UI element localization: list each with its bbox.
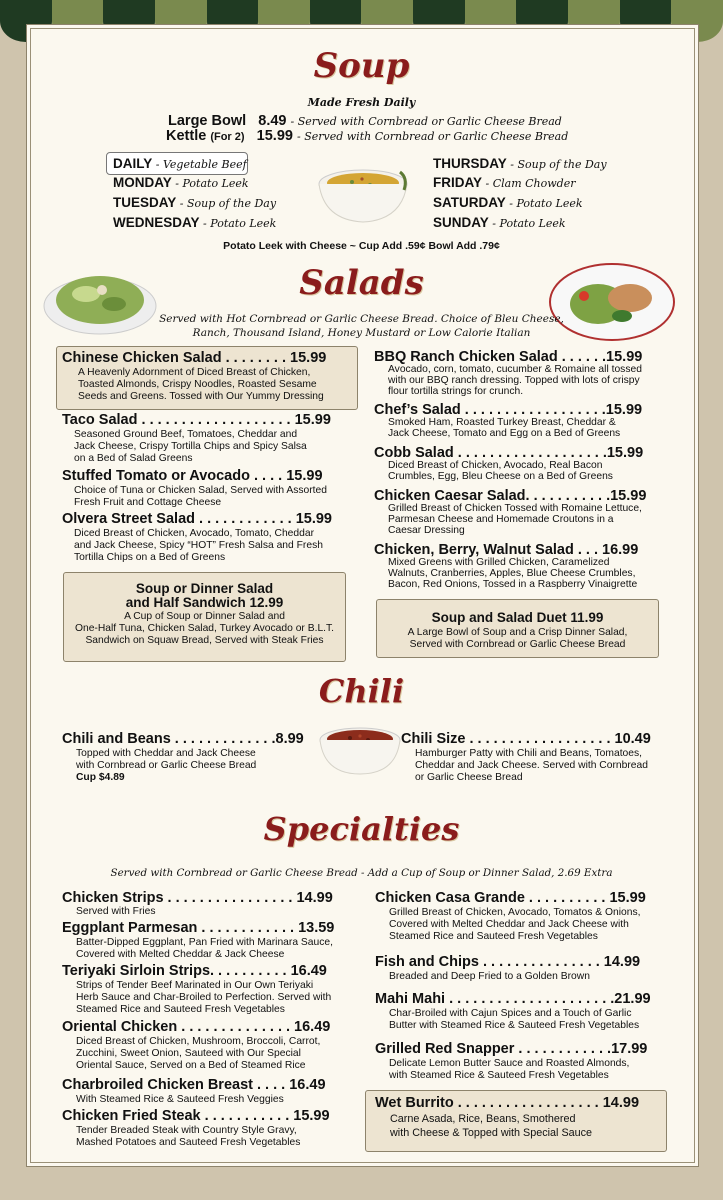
half-sandwich-title: Soup or Dinner Salad and Half Sandwich 12.99 <box>125 581 284 610</box>
desc-teriyaki-sirloin: Strips of Tender Beef Marinated in Our Own Teriyaki Herb Sauce and Char-Broiled to Perfection. Served with Steamed Rice and Sauteed Fresh Vegetables <box>76 980 332 1015</box>
kettle-label: Kettle <box>166 128 207 144</box>
desc-charbroiled-chicken: With Steamed Rice & Sauteed Fresh Veggies <box>76 1094 284 1105</box>
salads-intro: Served with Hot Cornbread or Garlic Cheese Bread. Choice of Bleu Cheese, Ranch, Thousand Island, Honey Mustard or Low Calorie Italian <box>159 313 564 339</box>
item-bbq-ranch-chicken: BBQ Ranch Chicken Salad . . . . . .15.99 <box>374 349 643 365</box>
large-bowl-price: 8.49 <box>258 113 287 129</box>
item-taco-salad: Taco Salad . . . . . . . . . . . . . . . . . . . 15.99 <box>62 412 331 428</box>
item-cobb-salad: Cobb Salad . . . . . . . . . . . . . . . . . . .15.99 <box>374 445 644 461</box>
kettle-price: 15.99 <box>256 128 293 144</box>
duet-title: Soup and Salad Duet 11.99 <box>431 610 604 625</box>
soup-heading: Soup <box>313 46 410 86</box>
desc-red-snapper: Delicate Lemon Butter Sauce and Roasted Almonds, with Steamed Rice & Sauteed Fresh Vegetables <box>389 1058 630 1081</box>
desc-casa-grande: Grilled Breast of Chicken, Avocado, Tomatos & Onions, Covered with Melted Cheddar and Jack Cheese with Steamed Rice and Sauteed Fresh Vegetables <box>389 907 641 942</box>
item-fish-chips: Fish and Chips . . . . . . . . . . . . . . . 14.99 <box>375 954 641 970</box>
desc-chinese-chicken-salad: A Heavenly Adornment of Diced Breast of Chicken, Toasted Almonds, Crispy Noodles, Roasted Sesame Seeds and Greens. Tossed with Our Yummy Dressing <box>78 367 324 402</box>
kettle-desc: - Served with Cornbread or Garlic Cheese Bread <box>296 130 569 143</box>
item-stuffed-tomato: Stuffed Tomato or Avocado . . . . 15.99 <box>62 468 323 484</box>
desc-mahi-mahi: Char-Broiled with Cajun Spices and a Touch of Garlic Butter with Steamed Rice & Sauteed Fresh Vegetables <box>389 1008 640 1031</box>
soup-subtitle: Made Fresh Daily <box>307 96 416 109</box>
item-teriyaki-sirloin: Teriyaki Sirloin Strips. . . . . . . . . . 16.49 <box>62 963 327 979</box>
item-eggplant-parmesan: Eggplant Parmesan . . . . . . . . . . . . 13.59 <box>62 920 335 936</box>
day-tuesday: TUESDAY - Soup of the Day <box>113 195 277 210</box>
item-berry-walnut: Chicken, Berry, Walnut Salad . . . 16.99 <box>374 542 639 558</box>
item-charbroiled-chicken: Charbroiled Chicken Breast . . . . 16.49 <box>62 1077 326 1093</box>
large-bowl-row <box>168 113 562 129</box>
desc-chefs-salad: Smoked Ham, Roasted Turkey Breast, Cheddar & Jack Cheese, Tomato and Egg on a Bed of Greens <box>388 417 621 439</box>
large-bowl-label: Large Bowl <box>168 113 247 129</box>
day-friday: FRIDAY - Clam Chowder <box>433 175 576 190</box>
item-chili-beans: Chili and Beans . . . . . . . . . . . . .8.99 <box>62 731 304 747</box>
chili-heading: Chili <box>318 672 405 710</box>
item-oriental-chicken: Oriental Chicken . . . . . . . . . . . . . . 16.49 <box>62 1019 331 1035</box>
day-monday: MONDAY - Potato Leek <box>113 175 249 190</box>
item-wet-burrito: Wet Burrito . . . . . . . . . . . . . . . . . . 14.99 <box>375 1095 640 1111</box>
desc-chicken-caesar: Grilled Breast of Chicken Tossed with Romaine Lettuce, Parmesan Cheese and Homemade Croutons in a Caesar Dressing <box>388 503 642 536</box>
kettle-for: (For 2) <box>210 131 245 143</box>
desc-chili-size: Hamburger Patty with Chili and Beans, Tomatoes, Cheddar and Jack Cheese. Served with Cornbread or Garlic Cheese Bread <box>415 748 648 783</box>
desc-oriental-chicken: Diced Breast of Chicken, Mushroom, Broccoli, Carrot, Zucchini, Sweet Onion, Sauteed with Our Special Oriental Sauce, Served on a Bed of Steamed Rice <box>76 1036 321 1071</box>
half-sandwich-desc: A Cup of Soup or Dinner Salad and One-Half Tuna, Chicken Salad, Turkey Avocado or B.L.T. Sandwich on Squaw Bread, Served with Steak Fries <box>74 611 335 646</box>
item-red-snapper: Grilled Red Snapper . . . . . . . . . . . .17.99 <box>375 1041 648 1057</box>
desc-eggplant-parmesan: Batter-Dipped Eggplant, Pan Fried with Marinara Sauce, Covered with Melted Cheddar & Jack Cheese <box>76 937 333 960</box>
desc-chicken-fried-steak: Tender Breaded Steak with Country Style Gravy, Mashed Potatoes and Sauteed Fresh Vegetables <box>76 1125 301 1148</box>
desc-berry-walnut: Mixed Greens with Grilled Chicken, Caramelized Walnuts, Cranberries, Apples, Blue Cheese Crumbles, Bacon, Red Onions, Tossed in a Raspberry Vinaigrette <box>388 557 638 590</box>
specialties-heading: Specialties <box>263 810 460 848</box>
desc-olvera-street-salad: Diced Breast of Chicken, Avocado, Tomato, Cheddar and Jack Cheese, Spicy “HOT” Fresh Salsa and Fresh Tortilla Chips on a Bed of Greens <box>74 528 323 563</box>
salads-heading: Salads <box>299 263 424 303</box>
day-sunday: SUNDAY - Potato Leek <box>433 215 566 230</box>
desc-wet-burrito: Carne Asada, Rice, Beans, Smothered with Cheese & Topped with Special Sauce <box>390 1113 593 1139</box>
item-chicken-caesar: Chicken Caesar Salad. . . . . . . . . . .15.99 <box>374 488 647 504</box>
desc-bbq-ranch-chicken: Avocado, corn, tomato, cucumber & Romaine all tossed with our BBQ ranch dressing. Topped with lots of crispy flour tortilla strings for crunch. <box>388 364 642 397</box>
soup-addon-note: Potato Leek with Cheese ~ Cup Add .59¢ Bowl Add .79¢ <box>223 240 500 252</box>
desc-taco-salad: Seasoned Ground Beef, Tomatoes, Cheddar and Jack Cheese, Crispy Tortilla Chips and Spicy Salsa on a Bed of Salad Greens <box>74 429 307 464</box>
desc-cobb-salad: Diced Breast of Chicken, Avocado, Real Bacon Crumbles, Egg, Bleu Cheese on a Bed of Greens <box>388 460 613 482</box>
item-olvera-street-salad: Olvera Street Salad . . . . . . . . . . . . 15.99 <box>62 511 332 527</box>
soup-bowl-image <box>312 160 414 228</box>
item-chefs-salad: Chef’s Salad . . . . . . . . . . . . . . . . . .15.99 <box>374 402 643 418</box>
desc-chili-beans: Topped with Cheddar and Jack Cheese with Cornbread or Garlic Cheese Bread Cup $4.89 <box>76 748 257 783</box>
item-mahi-mahi: Mahi Mahi . . . . . . . . . . . . . . . . . . . . .21.99 <box>375 991 651 1007</box>
item-chicken-strips: Chicken Strips . . . . . . . . . . . . . . . . 14.99 <box>62 890 333 906</box>
chili-bowl-image <box>316 724 404 776</box>
desc-fish-chips: Breaded and Deep Fried to a Golden Brown <box>389 971 590 982</box>
day-saturday: SATURDAY - Potato Leek <box>433 195 583 210</box>
kettle-row <box>166 128 568 144</box>
large-bowl-desc: - Served with Cornbread or Garlic Cheese Bread <box>290 115 562 128</box>
desc-chicken-strips: Served with Fries <box>76 906 156 917</box>
item-chicken-fried-steak: Chicken Fried Steak . . . . . . . . . . . 15.99 <box>62 1108 330 1124</box>
day-wednesday: WEDNESDAY - Potato Leek <box>113 215 277 230</box>
item-chinese-chicken-salad: Chinese Chicken Salad . . . . . . . . 15.99 <box>62 350 327 366</box>
day-thursday: THURSDAY - Soup of the Day <box>433 156 607 171</box>
specialties-intro: Served with Cornbread or Garlic Cheese Bread - Add a Cup of Soup or Dinner Salad, 2.69 Extra <box>110 867 613 879</box>
item-chili-size: Chili Size . . . . . . . . . . . . . . . . . . 10.49 <box>401 731 651 747</box>
desc-stuffed-tomato: Choice of Tuna or Chicken Salad, Served with Assorted Fresh Fruit and Cottage Cheese <box>74 485 327 508</box>
duet-desc: A Large Bowl of Soup and a Crisp Dinner Salad, Served with Cornbread or Garlic Cheese Bread <box>407 627 628 650</box>
day-daily: DAILY - Vegetable Beef <box>113 156 247 171</box>
item-casa-grande: Chicken Casa Grande . . . . . . . . . . 15.99 <box>375 890 646 906</box>
